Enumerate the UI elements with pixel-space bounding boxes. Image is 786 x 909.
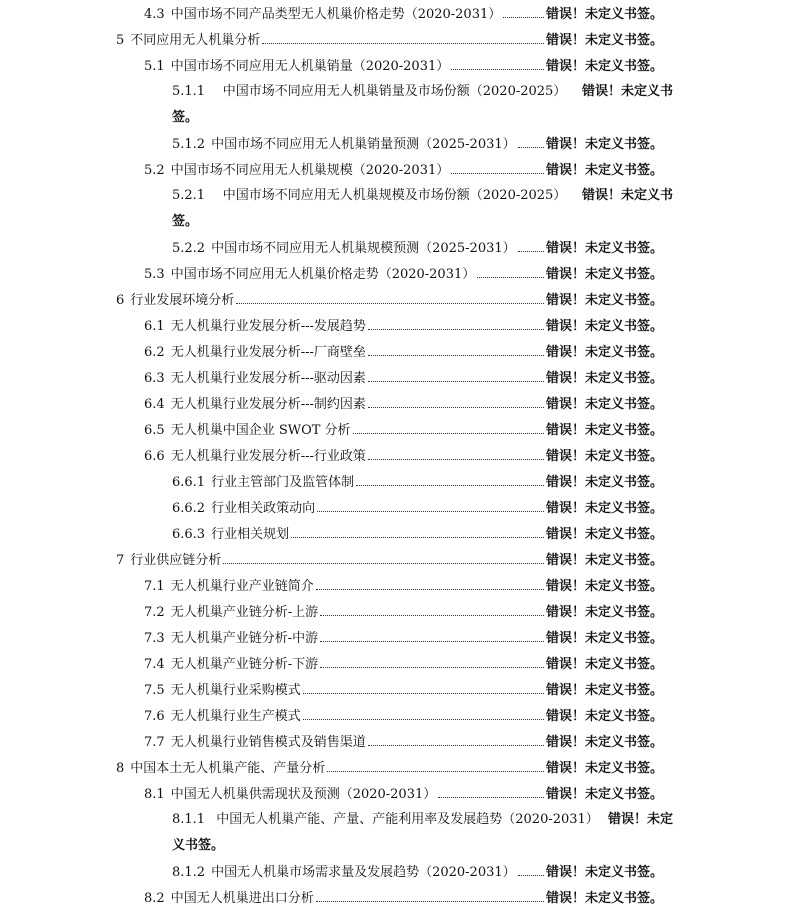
- toc-dot-leader: [451, 56, 544, 70]
- toc-dot-leader: [518, 238, 544, 252]
- toc-entry[interactable]: [172, 238, 663, 258]
- toc-entry-title: 行业发展环境分析: [130, 293, 235, 308]
- toc-entry-title: 无人机巢行业销售模式及销售渠道: [170, 735, 366, 750]
- toc-entry-number: 4.3: [144, 7, 165, 22]
- toc-dot-leader: [368, 732, 544, 746]
- toc-entry-title: 行业相关政策动向: [211, 501, 316, 516]
- toc-entry-title: 中国市场不同应用无人机巢价格走势（2020-2031）: [170, 267, 476, 282]
- toc-entry-page-ref: 错误！未定义书签。: [545, 631, 663, 646]
- toc-entry[interactable]: [144, 654, 663, 674]
- toc-entry-title: 中国市场不同应用无人机巢规模（2020-2031）: [170, 163, 450, 178]
- toc-dot-leader: [316, 576, 544, 590]
- toc-entry[interactable]: [144, 732, 663, 752]
- toc-entry[interactable]: [144, 420, 663, 440]
- toc-entry-number: 8: [116, 761, 125, 776]
- toc-entry-number: 7.5: [144, 683, 165, 698]
- toc-entry-number: 7.4: [144, 657, 165, 672]
- toc-entry[interactable]: [116, 550, 663, 570]
- toc-entry[interactable]: [144, 576, 663, 596]
- toc-entry-page-ref: 错误！未定义书签。: [545, 319, 663, 334]
- toc-entry-number: 5.1.1: [172, 84, 206, 99]
- toc-dot-leader: [303, 706, 544, 720]
- toc-entry[interactable]: [144, 342, 663, 362]
- toc-entry[interactable]: [172, 498, 663, 518]
- toc-entry-number: 7.7: [144, 735, 165, 750]
- toc-entry-title: 无人机巢行业发展分析---行业政策: [170, 449, 366, 464]
- toc-entry-title: 无人机巢行业发展分析---厂商壁垒: [170, 345, 366, 360]
- toc-entry-title: 中国本土无人机巢产能、产量分析: [130, 761, 326, 776]
- toc-dot-leader: [477, 264, 544, 278]
- toc-entry-page-ref-continued: 签。: [172, 214, 199, 229]
- toc-dot-leader: [223, 550, 544, 564]
- toc-entry-title: 中国无人机巢进出口分析: [170, 891, 314, 906]
- toc-entry[interactable]: [116, 758, 663, 778]
- toc-entry-title: 中国无人机巢市场需求量及发展趋势（2020-2031）: [211, 865, 516, 880]
- toc-entry-title: 无人机巢中国企业 SWOT 分析: [170, 423, 351, 438]
- toc-entry-title: 无人机巢产业链分析-上游: [170, 605, 319, 620]
- toc-entry-page-ref-continued: 义书签。: [172, 838, 225, 853]
- toc-entry-title: 行业相关规划: [211, 527, 290, 542]
- toc-entry[interactable]: [144, 160, 663, 180]
- toc-entry-page-ref: 错误！未定义书签。: [545, 449, 663, 464]
- toc-dot-leader: [320, 654, 544, 668]
- toc-entry-number: 7.2: [144, 605, 165, 620]
- toc-entry-title: 无人机巢行业发展分析---发展趋势: [170, 319, 366, 334]
- toc-entry-number: 5.1.2: [172, 137, 206, 152]
- toc-entry-number: 6.3: [144, 371, 165, 386]
- toc-entry-title: 无人机巢行业发展分析---驱动因素: [170, 371, 366, 386]
- toc-entry-page-ref: 错误！未定义书签。: [545, 59, 663, 74]
- toc-entry-page-ref: 错误！未定义书签。: [545, 735, 663, 750]
- toc-entry-page-ref: 错误！未定义书签。: [545, 345, 663, 360]
- toc-entry-number: 6.6: [144, 449, 165, 464]
- toc-entry[interactable]: [144, 446, 663, 466]
- toc-entry-page-ref: 错误！未定义书签。: [545, 293, 663, 308]
- toc-entry-page-ref: 错误！未定义书签。: [545, 267, 663, 282]
- toc-entry-page-ref: 错误！未定义书签。: [545, 579, 663, 594]
- toc-entry-number: 6.4: [144, 397, 165, 412]
- toc-dot-leader: [236, 290, 544, 304]
- toc-entry-number: 5.2.2: [172, 241, 206, 256]
- toc-entry[interactable]: [172, 862, 663, 882]
- toc-dot-leader: [518, 134, 544, 148]
- toc-entry[interactable]: [172, 810, 673, 830]
- toc-dot-leader: [368, 446, 544, 460]
- toc-entry-title: 中国市场不同应用无人机巢销量（2020-2031）: [170, 59, 450, 74]
- toc-entry-title: 无人机巢产业链分析-中游: [170, 631, 319, 646]
- toc-dot-leader: [320, 628, 544, 642]
- toc-dot-leader: [303, 680, 544, 694]
- toc-entry[interactable]: [144, 368, 663, 388]
- toc-entry-number: 6.6.2: [172, 501, 206, 516]
- toc-entry[interactable]: [172, 134, 663, 154]
- toc-dot-leader: [451, 160, 544, 174]
- toc-entry-page-ref: 错误！未定义书: [581, 84, 673, 99]
- toc-entry[interactable]: [144, 784, 663, 804]
- toc-entry-number: 6.1: [144, 319, 165, 334]
- toc-entry-title: 无人机巢行业产业链简介: [170, 579, 314, 594]
- toc-entry[interactable]: [144, 602, 663, 622]
- toc-dot-leader: [291, 524, 544, 538]
- toc-entry[interactable]: [144, 56, 663, 76]
- toc-entry-page-ref: 错误！未定义书签。: [545, 137, 663, 152]
- toc-entry-page-ref: 错误！未定义书签。: [545, 865, 663, 880]
- toc-entry[interactable]: [144, 706, 663, 726]
- toc-entry[interactable]: [172, 524, 663, 544]
- toc-entry[interactable]: [144, 680, 663, 700]
- toc-entry-page-ref: 错误！未定义书签。: [545, 475, 663, 490]
- toc-entry[interactable]: [144, 888, 663, 908]
- toc-entry-number: 8.2: [144, 891, 165, 906]
- toc-entry[interactable]: [172, 472, 663, 492]
- toc-entry-page-ref: 错误！未定义书签。: [545, 371, 663, 386]
- toc-entry-number: 5: [116, 33, 125, 48]
- toc-dot-leader: [262, 30, 544, 44]
- toc-entry-number: 5.3: [144, 267, 165, 282]
- toc-entry[interactable]: [144, 316, 663, 336]
- toc-entry-number: 5.1: [144, 59, 165, 74]
- toc-entry-number: 6.6.3: [172, 527, 206, 542]
- toc-entry-number: 8.1.1: [172, 812, 206, 827]
- toc-entry-page-ref: 错误！未定义书: [581, 188, 673, 203]
- toc-entry[interactable]: [172, 186, 673, 206]
- toc-entry-page-ref: 错误！未定义书签。: [545, 709, 663, 724]
- toc-entry-number: 8.1: [144, 787, 165, 802]
- toc-entry-title: 中国市场不同应用无人机巢规模及市场份额（2020-2025）: [222, 188, 567, 203]
- toc-dot-leader: [368, 394, 544, 408]
- toc-entry-title: 中国市场不同应用无人机巢销量及市场份额（2020-2025）: [222, 84, 567, 99]
- toc-dot-leader: [368, 316, 544, 330]
- toc-entry-page-ref: 错误！未定义书签。: [545, 761, 663, 776]
- toc-entry-page-ref-continued: 签。: [172, 110, 199, 125]
- toc-entry[interactable]: [144, 628, 663, 648]
- toc-entry-title: 中国市场不同应用无人机巢规模预测（2025-2031）: [211, 241, 516, 256]
- toc-dot-leader: [353, 420, 544, 434]
- toc-entry-title: 无人机巢产业链分析-下游: [170, 657, 319, 672]
- toc-dot-leader: [518, 862, 544, 876]
- toc-entry-number: 6.2: [144, 345, 165, 360]
- toc-entry-number: 8.1.2: [172, 865, 206, 880]
- toc-entry-page-ref: 错误！未定义书签。: [545, 33, 663, 48]
- toc-entry-page-ref: 错误！未定义书签。: [545, 787, 663, 802]
- toc-entry-title: 中国市场不同产品类型无人机巢价格走势（2020-2031）: [170, 7, 502, 22]
- toc-entry-title: 无人机巢行业生产模式: [170, 709, 301, 724]
- toc-entry-title: 不同应用无人机巢分析: [130, 33, 261, 48]
- toc-entry[interactable]: [172, 82, 673, 102]
- toc-entry[interactable]: [144, 264, 663, 284]
- toc-entry[interactable]: [144, 4, 663, 24]
- toc-entry-title: 中国市场不同应用无人机巢销量预测（2025-2031）: [211, 137, 516, 152]
- toc-dot-leader: [438, 784, 544, 798]
- toc-entry-title: 无人机巢行业发展分析---制约因素: [170, 397, 366, 412]
- toc-entry-page-ref: 错误！未定义书签。: [545, 527, 663, 542]
- toc-dot-leader: [316, 888, 544, 902]
- toc-entry-number: 7.3: [144, 631, 165, 646]
- toc-dot-leader: [317, 498, 544, 512]
- toc-entry-page-ref: 错误！未定义书签。: [545, 891, 663, 906]
- toc-entry-page-ref: 错误！未定: [607, 812, 673, 827]
- toc-entry-page-ref: 错误！未定义书签。: [545, 423, 663, 438]
- toc-entry[interactable]: [116, 30, 663, 50]
- toc-entry-number: 6: [116, 293, 125, 308]
- toc-entry-page-ref: 错误！未定义书签。: [545, 163, 663, 178]
- toc-dot-leader: [368, 368, 544, 382]
- toc-dot-leader: [327, 758, 544, 772]
- toc-entry[interactable]: [144, 394, 663, 414]
- toc-entry-number: 6.6.1: [172, 475, 206, 490]
- toc-entry-page-ref: 错误！未定义书签。: [545, 241, 663, 256]
- toc-entry-title: 无人机巢行业采购模式: [170, 683, 301, 698]
- toc-entry-page-ref: 错误！未定义书签。: [545, 553, 663, 568]
- toc-entry-page-ref: 错误！未定义书签。: [545, 683, 663, 698]
- toc-entry-page-ref: 错误！未定义书签。: [545, 7, 663, 22]
- toc-entry-number: 7.1: [144, 579, 165, 594]
- toc-entry-page-ref: 错误！未定义书签。: [545, 397, 663, 412]
- toc-dot-leader: [320, 602, 544, 616]
- toc-entry-title: 中国无人机巢供需现状及预测（2020-2031）: [170, 787, 437, 802]
- toc-entry-title: 中国无人机巢产能、产量、产能利用率及发展趋势（2020-2031）: [216, 812, 599, 827]
- toc-dot-leader: [356, 472, 544, 486]
- toc-entry-number: 6.5: [144, 423, 165, 438]
- toc-entry-number: 5.2: [144, 163, 165, 178]
- toc-entry-number: 7.6: [144, 709, 165, 724]
- toc-entry-title: 行业供应链分析: [130, 553, 222, 568]
- toc-entry-number: 5.2.1: [172, 188, 206, 203]
- toc-entry[interactable]: [116, 290, 663, 310]
- toc-entry-number: 7: [116, 553, 125, 568]
- toc-entry-page-ref: 错误！未定义书签。: [545, 605, 663, 620]
- toc-dot-leader: [368, 342, 544, 356]
- toc-dot-leader: [503, 4, 544, 18]
- toc-entry-page-ref: 错误！未定义书签。: [545, 657, 663, 672]
- toc-entry-title: 行业主管部门及监管体制: [211, 475, 355, 490]
- toc-entry-page-ref: 错误！未定义书签。: [545, 501, 663, 516]
